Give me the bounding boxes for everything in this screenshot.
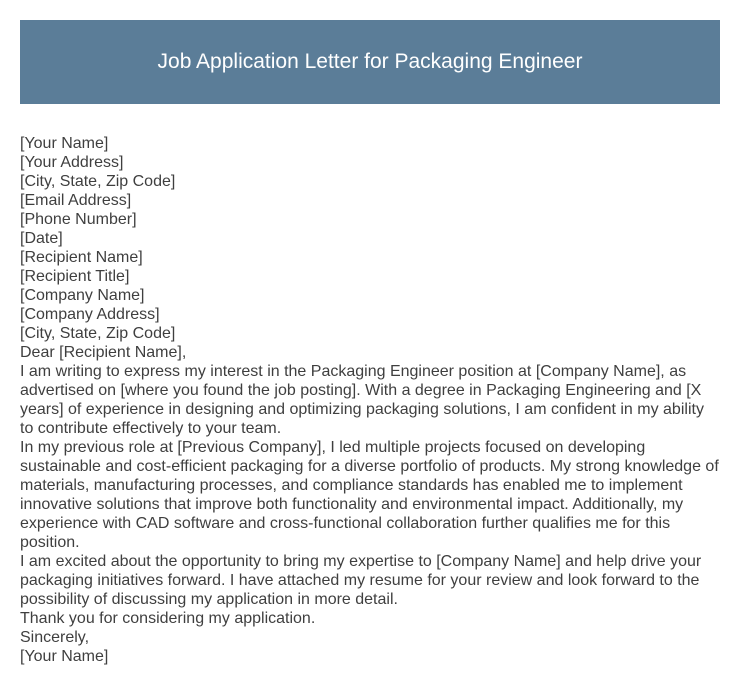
sender-phone: [Phone Number] xyxy=(20,211,137,228)
paragraph-intro: I am writing to express my interest in the Packaging Engineer position at [Company Name], as advertised on [where you found the job posting]. With a degree in Packaging Engineering and [X years] of experience in designing and optimizing packaging solutions, I am confident in my ability to contribute effectively to your team. xyxy=(20,363,704,437)
sender-city-state-zip: [City, State, Zip Code] xyxy=(20,173,176,190)
sender-email: [Email Address] xyxy=(20,192,132,209)
salutation: Dear [Recipient Name], xyxy=(20,344,187,361)
paragraph-thanks: Thank you for considering my application. xyxy=(20,610,316,627)
signature: [Your Name] xyxy=(20,648,109,665)
letter-date: [Date] xyxy=(20,230,63,247)
recipient-company: [Company Name] xyxy=(20,287,145,304)
recipient-title: [Recipient Title] xyxy=(20,268,130,285)
page-title: Job Application Letter for Packaging Engineer xyxy=(157,50,583,73)
recipient-name: [Recipient Name] xyxy=(20,249,143,266)
paragraph-closing-pitch: I am excited about the opportunity to bring my expertise to [Company Name] and help drive your packaging initiatives forward. I have attached my resume for your review and look forward to the possibility of discussing my application in more detail. xyxy=(20,553,702,608)
sender-name: [Your Name] xyxy=(20,135,109,152)
recipient-address: [Company Address] xyxy=(20,306,160,323)
letter-body xyxy=(20,134,720,666)
sender-address: [Your Address] xyxy=(20,154,124,171)
paragraph-experience: In my previous role at [Previous Company], I led multiple projects focused on developing sustainable and cost-efficient packaging for a diverse portfolio of products. My strong knowledge of materials, manufacturing processes, and compliance standards has enabled me to implement innovative solutions that improve both functionality and environmental impact. Additionally, my experience with CAD software and cross-functional collaboration further qualifies me for this position. xyxy=(20,439,719,551)
letter-header xyxy=(20,20,720,104)
closing: Sincerely, xyxy=(20,629,90,646)
recipient-city-state-zip: [City, State, Zip Code] xyxy=(20,325,176,342)
